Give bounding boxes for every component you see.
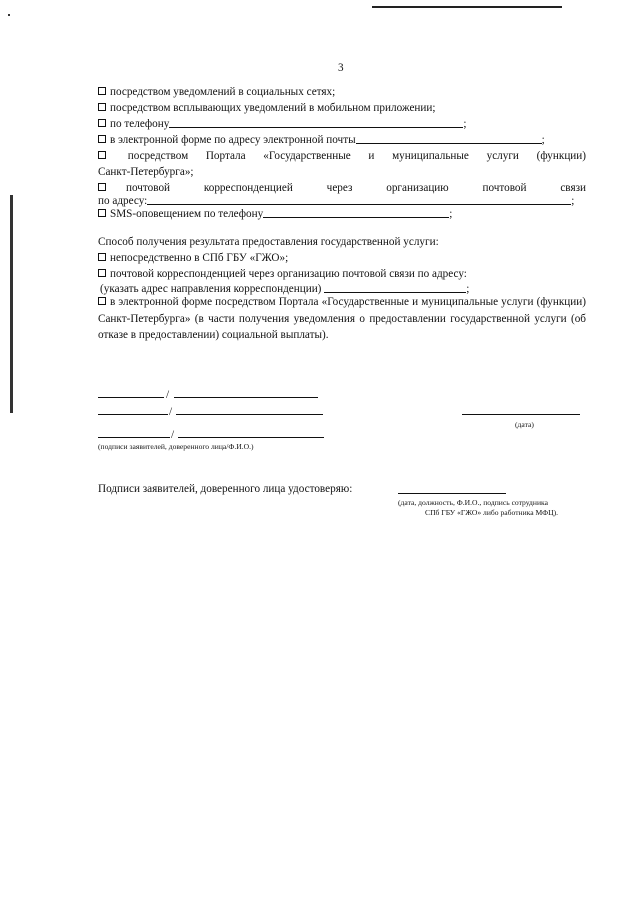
sms-input-line[interactable] [263,207,449,218]
checkbox-phone[interactable] [98,119,106,127]
checkbox-email[interactable] [98,135,106,143]
email-input-line[interactable] [356,133,542,144]
option-portal-line1: посредством Портала «Государственные и муниципальные услуги (функции) [127,150,586,162]
checkbox-social[interactable] [98,87,106,95]
signature-line-1a[interactable] [98,397,164,398]
certification-caption-line2: СПб ГБУ «ГЖО» либо работника МФЦ). [425,508,559,517]
result-direct-label: непосредственно в СПб ГБУ «ГЖО»; [110,252,289,264]
left-edge-mark [10,195,13,413]
option-phone-label: по телефону [110,118,170,130]
signature-separator-3: / [171,429,175,441]
certification-line[interactable] [398,493,506,494]
option-push-label: посредством всплывающих уведомлений в мобильном приложении; [110,102,436,114]
option-push [98,100,436,116]
option-social-label: посредством уведомлений в социальных сетях; [110,86,336,98]
result-post [98,266,467,282]
option-sms-label: SMS-оповещением по телефону [110,208,264,220]
result-heading: Способ получения результата предоставления государственной услуги: [98,236,439,248]
option-post-end: ; [571,195,575,207]
certification-caption-line1: (дата, должность, Ф.И.О., подпись сотрудника [398,498,548,507]
top-edge-line [372,6,562,8]
certification-text: Подписи заявителей, доверенного лица удостоверяю: [98,483,353,495]
option-email [98,132,545,148]
checkbox-push[interactable] [98,103,106,111]
checkbox-result-post[interactable] [98,269,106,277]
signature-line-2a[interactable] [98,414,168,415]
option-phone-end: ; [463,118,467,130]
signature-line-3a[interactable] [98,437,170,438]
result-post-address-label: (указать адрес направления корреспонденции) [100,283,322,295]
signature-separator-1: / [166,389,170,401]
option-social [98,84,335,100]
option-phone [98,116,466,132]
phone-input-line[interactable] [169,117,463,128]
result-post-label: почтовой корреспонденцией через организацию почтовой связи по адресу: [110,268,467,280]
checkbox-result-portal[interactable] [98,297,106,305]
post-address-input-line[interactable] [147,194,571,205]
signature-line-2b[interactable] [176,414,323,415]
date-caption: (дата) [515,420,534,429]
result-post-address-input-line[interactable] [324,282,466,293]
option-sms [98,206,452,222]
checkbox-portal[interactable] [98,151,106,159]
checkbox-post[interactable] [98,183,106,191]
option-portal [98,148,586,164]
signature-separator-2: / [169,406,173,418]
checkbox-result-direct[interactable] [98,253,106,261]
signature-line-1b[interactable] [174,397,318,398]
result-portal-label: в электронной форме посредством Портала «Государственные и муниципальные услуги (функции) Санкт-Петербурга» (в части получения уведомления о предоставлении государственной услуги (об отказе в предоставлении) социальной выплаты). [98,296,586,341]
result-direct [98,250,288,266]
option-email-label: в электронной форме по адресу электронной почты [110,134,356,146]
date-line[interactable] [462,414,580,415]
option-post-address-label: по адресу: [98,195,148,207]
signature-caption: (подписи заявителей, доверенного лица/Ф.И.О.) [98,442,254,451]
option-sms-end: ; [449,208,453,220]
checkbox-sms[interactable] [98,209,106,217]
result-portal [98,294,586,344]
corner-speck [8,14,10,16]
option-email-end: ; [541,134,545,146]
option-post-line1: почтовой корреспонденцией через организацию почтовой связи [126,182,586,194]
signature-line-3b[interactable] [178,437,324,438]
option-portal-line2: Санкт-Петербурга»; [98,166,194,178]
page-number: 3 [338,62,344,74]
result-post-address-end: ; [466,283,470,295]
